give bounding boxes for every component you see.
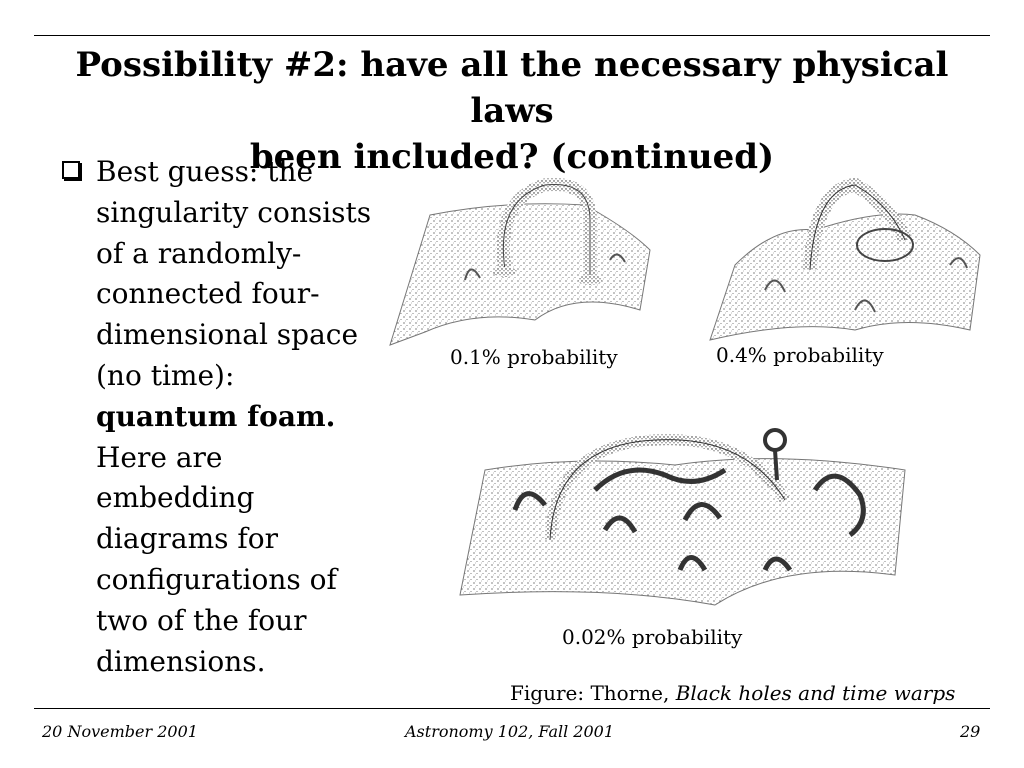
bullet-line: singularity consists [96,195,372,229]
figure-credit [510,681,955,705]
credit-prefix: Figure: Thorne, [510,681,676,705]
bullet-line: of a randomly- [96,236,302,270]
footer-page-number: 29 [960,722,981,741]
caption-foam-1: 0.1% probability [450,345,618,369]
bullet-text [96,152,392,682]
bullet-point [62,152,392,682]
bottom-rule [34,708,990,709]
top-rule [34,35,990,36]
bullet-line: embedding [96,481,255,515]
caption-foam-3: 0.02% probability [562,625,743,649]
bullet-line: Best guess: the [96,155,314,188]
bullet-line: dimensional space [96,318,359,352]
bullet-line: (no time): [96,358,235,392]
foam-diagram-1 [385,160,655,350]
bullet-line: configurations of [96,562,337,596]
footer-course: Astronomy 102, Fall 2001 [405,722,615,741]
footer-date: 20 November 2001 [42,722,198,741]
caption-foam-2: 0.4% probability [716,343,884,367]
foam-diagram-2 [705,170,985,345]
foam-diagram-3 [455,420,910,615]
title-line-1: Possibility #2: have all the necessary physical laws [75,45,949,131]
bullet-line: diagrams for [96,522,278,556]
bullet-line: connected four- [96,277,320,311]
bullet-line-bold: quantum foam. [96,399,336,433]
checkbox-bullet-icon [62,161,80,179]
bullet-line: Here are [96,440,223,474]
bullet-line: dimensions. [96,644,266,678]
bullet-line: two of the four [96,603,307,637]
credit-book-title: Black holes and time warps [675,681,956,705]
title-line-2: been included? (continued) [249,137,775,177]
